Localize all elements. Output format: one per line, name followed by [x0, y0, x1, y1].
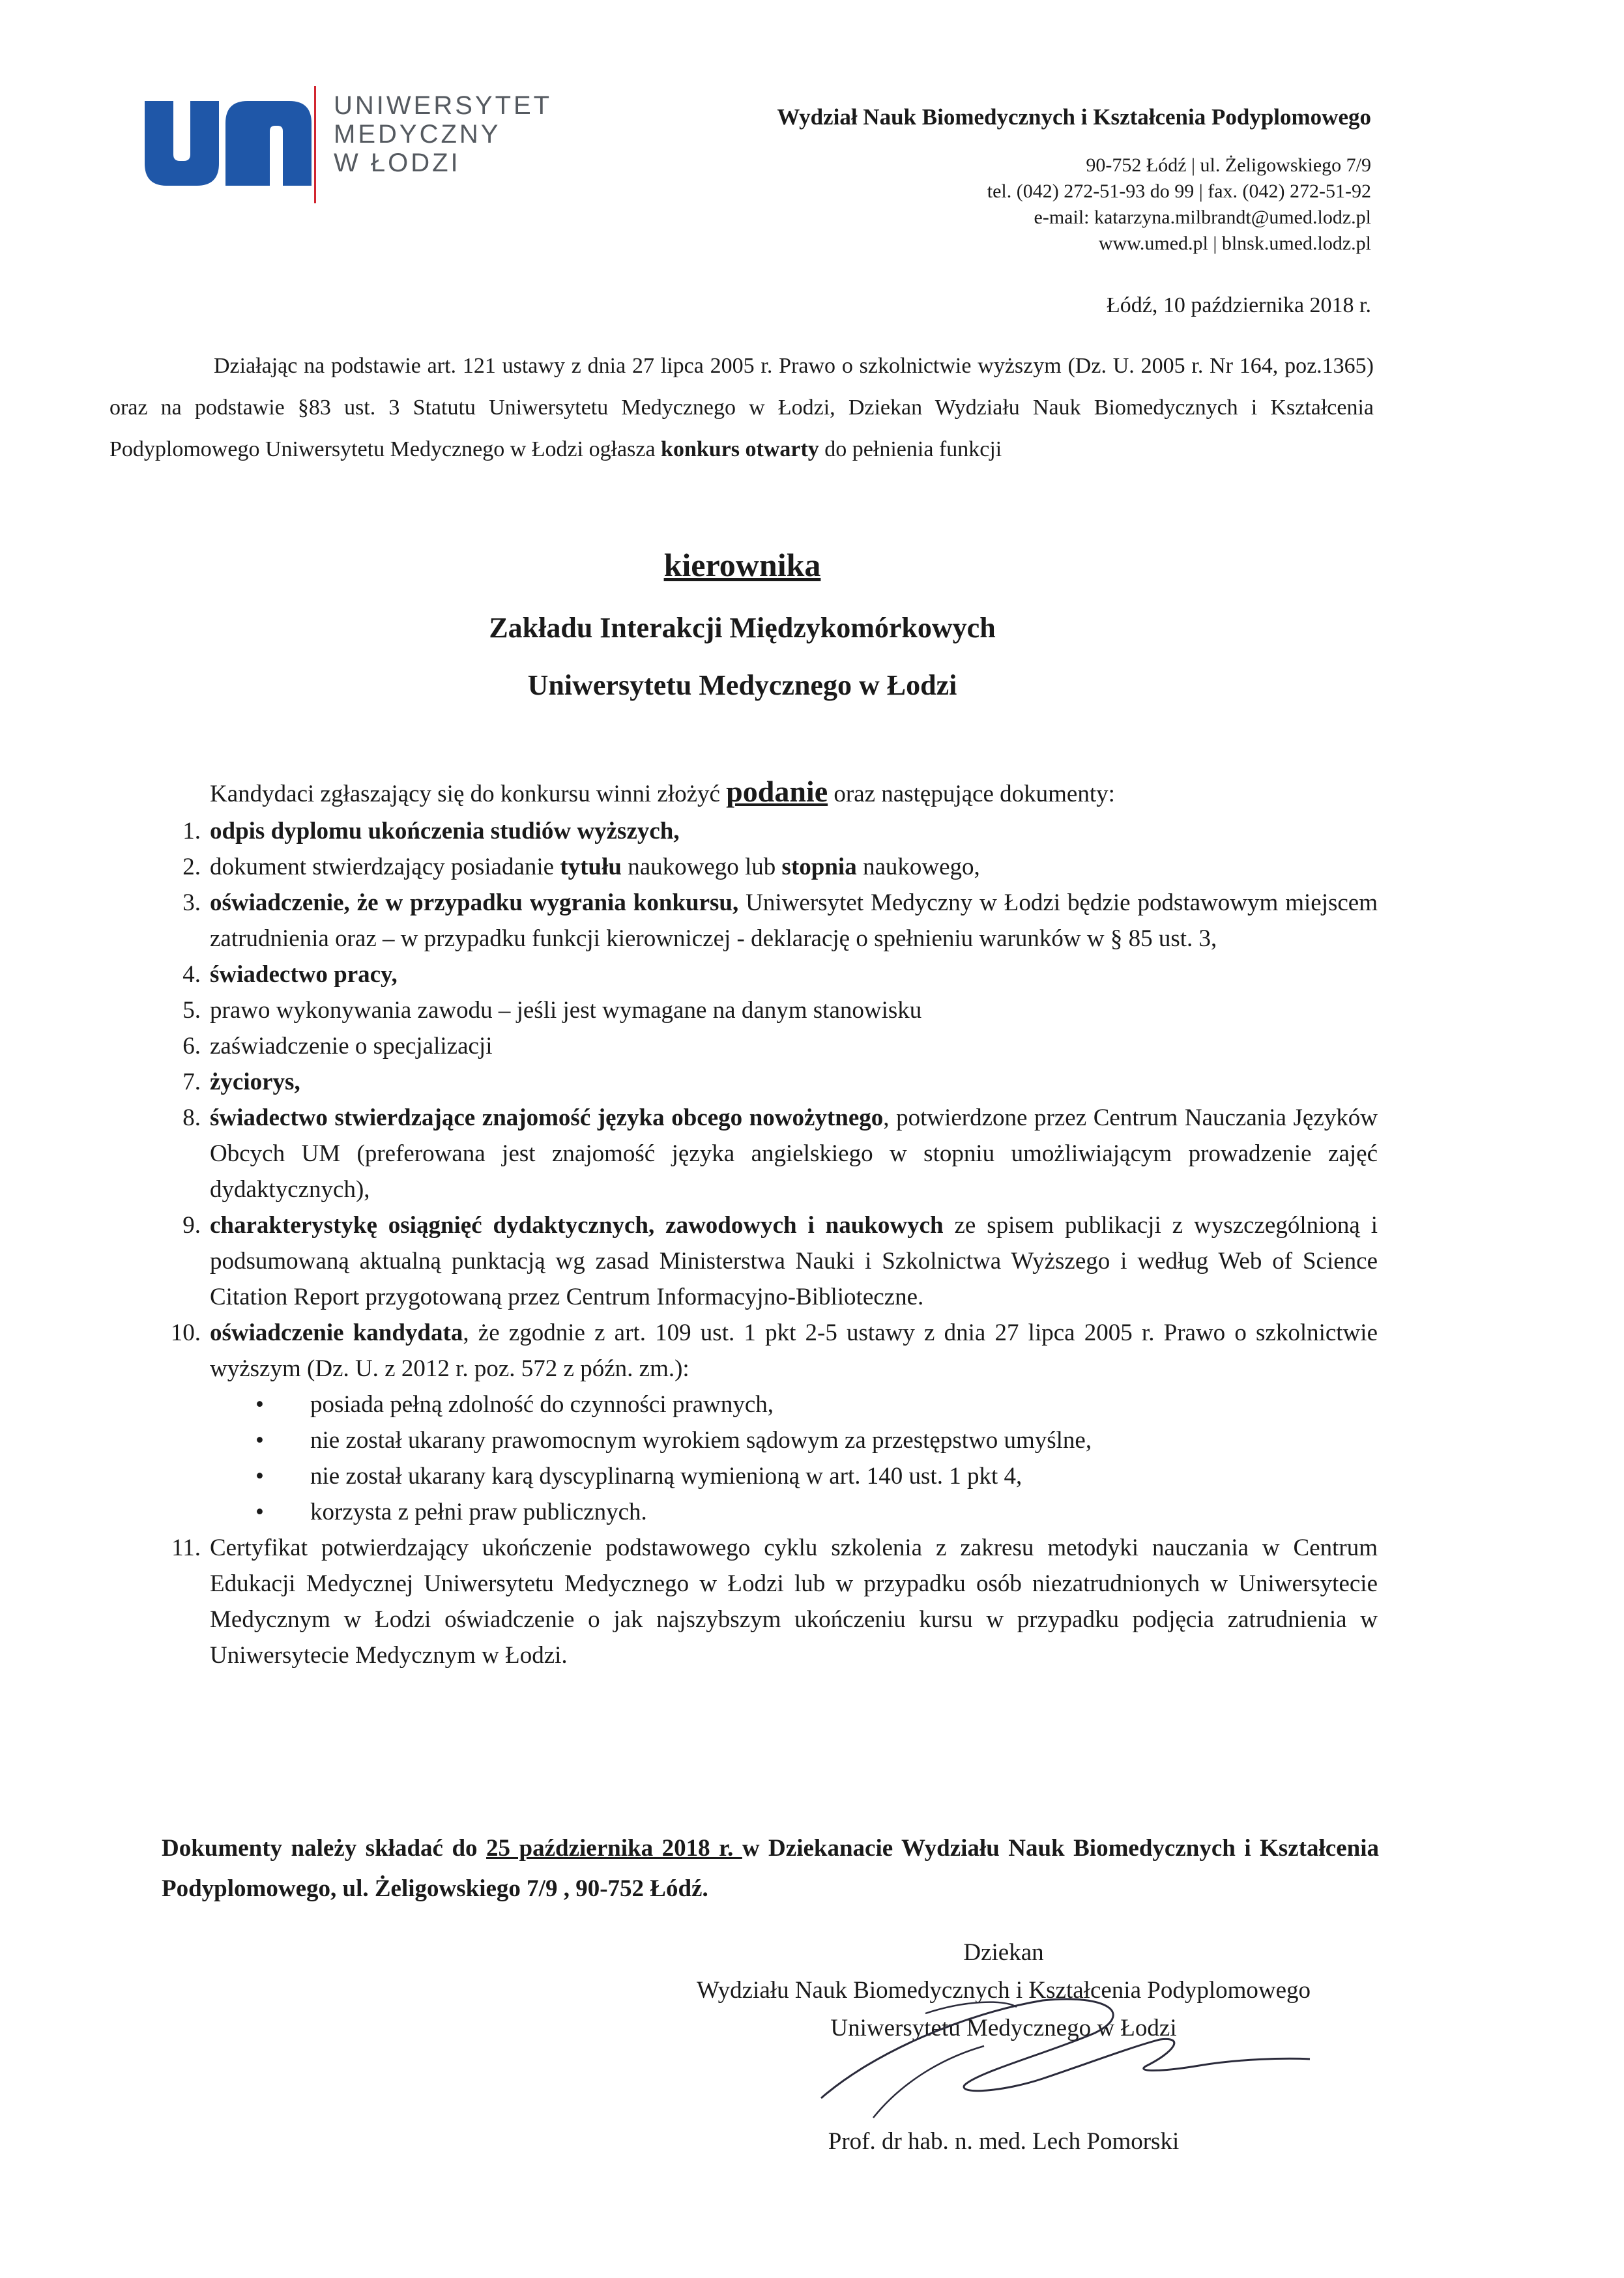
item-number: 7.: [182, 1069, 201, 1095]
item-text: , że zgodnie z art. 109 ust. 1 pkt 2-5 ustawy z dnia 27 lipca 2005 r. Prawo o szkolnictwie wyższym (Dz. U. z 2012 r. poz. 572 z późn. zm.):: [210, 1319, 1378, 1382]
signature-title: Dziekan: [963, 1939, 1044, 1966]
item-bold: świadectwo stwierdzające znajomość języka obcego nowożytnego: [210, 1104, 884, 1131]
item-text: Uniwersytet Medyczny w Łodzi będzie podstawowym miejscem zatrudnienia oraz – w przypadku funkcji kierowniczej - deklarację o spełnieniu warunków w § 85 ust. 3,: [210, 889, 1378, 952]
documents-list: [155, 813, 1378, 1673]
item-number: 4.: [182, 961, 201, 988]
item-number: 11.: [171, 1535, 201, 1561]
bullet-item: [210, 1458, 1378, 1494]
phone: tel. (042) 272-51-93 do 99 | fax. (042) 272-51-92: [987, 180, 1371, 202]
logo-separator: [314, 86, 316, 203]
item-number: 2.: [182, 854, 201, 880]
handwritten-signature: [769, 1974, 1316, 2144]
bullet-text: nie został ukarany karą dyscyplinarną wymienioną w art. 140 ust. 1 pkt 4,: [310, 1463, 1022, 1490]
document-date: Łódź, 10 października 2018 r.: [1107, 293, 1371, 317]
item-number: 1.: [182, 818, 201, 844]
website: www.umed.pl | blnsk.umed.lodz.pl: [1098, 233, 1371, 254]
item-text: naukowego,: [856, 854, 980, 880]
item-bold: odpis dyplomu ukończenia studiów wyższych,: [210, 818, 680, 844]
item-text: zaświadczenie o specjalizacji: [210, 1033, 493, 1060]
logo-line-1: UNIWERSYTET: [334, 91, 553, 120]
bullet-text: posiada pełną zdolność do czynności prawnych,: [310, 1391, 774, 1418]
item-bold: oświadczenie, że w przypadku wygrania konkursu,: [210, 889, 739, 916]
bullet-text: korzysta z pełni praw publicznych.: [310, 1499, 647, 1525]
list-item: [155, 813, 1378, 849]
item-text: , potwierdzone przez Centrum Nauczania Języków Obcych UM (preferowana jest znajomość języka angielskiego w stopniu umożliwiającym prowadzenie zajęć dydaktycznych),: [210, 1104, 1378, 1203]
list-item: [155, 885, 1378, 957]
item-bold: charakterystykę osiągnięć dydaktycznych, zawodowych i naukowych: [210, 1212, 944, 1239]
university-logo-mark: [145, 101, 312, 186]
list-item: [155, 849, 1378, 885]
list-item: [155, 992, 1378, 1028]
list-item: [155, 1100, 1378, 1207]
item-number: 6.: [182, 1033, 201, 1060]
item-bold: oświadczenie kandydata: [210, 1319, 463, 1346]
list-item: [155, 957, 1378, 992]
item-text: dokument stwierdzający posiadanie: [210, 854, 560, 880]
deadline-date: 25 października 2018 r.: [486, 1835, 742, 1862]
signature-university: Uniwersytetu Medycznego w Łodzi: [830, 2015, 1177, 2041]
list-item: [155, 1207, 1378, 1315]
item-number: 10.: [170, 1319, 201, 1346]
list-item: [155, 1530, 1378, 1673]
candidates-text-end: oraz następujące dokumenty:: [828, 781, 1115, 807]
candidates-bold: podanie: [726, 775, 828, 808]
item-bold: tytułu: [560, 854, 622, 880]
position-heading: kierownika: [663, 547, 821, 583]
bullet-item: [210, 1494, 1378, 1530]
item-text: ze spisem publikacji z wyszczególnioną i podsumowaną aktualną punktacją wg zasad Ministerstwa Nauki i Szkolnictwa Wyższego i według Web of Science Citation Report przygotowaną przez Centrum Informacyjno-Biblioteczne.: [210, 1212, 1378, 1310]
bullet-item: [210, 1387, 1378, 1422]
deadline-paragraph: [162, 1828, 1379, 1909]
intro-text-end: do pełnienia funkcji: [819, 437, 1002, 461]
university-logo-text: [334, 91, 552, 177]
candidates-text: Kandydaci zgłaszający się do konkursu winni złożyć: [210, 781, 727, 807]
email: e-mail: katarzyna.milbrandt@umed.lodz.pl: [1034, 207, 1371, 228]
candidates-intro: [210, 774, 1115, 809]
item-number: 5.: [182, 997, 201, 1024]
intro-text: Działając na podstawie art. 121 ustawy z dnia 27 lipca 2005 r. Prawo o szkolnictwie wyższym (Dz. U. 2005 r. Nr 164, poz.1365) oraz na podstawie §83 ust. 3 Statutu Uniwersytetu Medycznego w Łodzi, Dziekan Wydziału Nauk Biomedycznych i Kształcenia Podyplomowego Uniwersytetu Medycznego w Łodzi ogłasza: [109, 354, 1374, 461]
university-heading: Uniwersytetu Medycznego w Łodzi: [527, 669, 957, 701]
faculty-name: Wydział Nauk Biomedycznych i Kształcenia Podyplomowego: [777, 104, 1371, 130]
item-bold: stopnia: [781, 854, 857, 880]
item-bold: życiorys,: [210, 1069, 300, 1095]
bullet-icon: •: [255, 1391, 264, 1418]
item-number: 3.: [182, 889, 201, 916]
list-item: [155, 1028, 1378, 1064]
unit-heading: Zakładu Interakcji Międzykomórkowych: [489, 612, 996, 644]
signature-faculty: Wydziału Nauk Biomedycznych i Kształcenia Podyplomowego: [696, 1977, 1311, 2004]
item-text: prawo wykonywania zawodu – jeśli jest wymagane na danym stanowisku: [210, 997, 922, 1024]
item-text: naukowego lub: [621, 854, 782, 880]
logo-line-3: W ŁODZI: [334, 149, 461, 177]
bullet-text: nie został ukarany prawomocnym wyrokiem sądowym za przestępstwo umyślne,: [310, 1427, 1092, 1454]
declaration-bullets: [210, 1387, 1378, 1530]
logo-line-2: MEDYCZNY: [334, 120, 501, 149]
deadline-text-end: w Dziekanacie Wydziału Nauk Biomedycznych i Kształcenia Podyplomowego, ul. Żeligowskiego 7/9 , 90-752 Łódź.: [162, 1835, 1379, 1902]
list-item: [155, 1064, 1378, 1100]
item-number: 9.: [182, 1212, 201, 1239]
bullet-item: [210, 1422, 1378, 1458]
contact-block: [987, 152, 1371, 257]
deadline-text: Dokumenty należy składać do: [162, 1835, 487, 1862]
bullet-icon: •: [255, 1427, 264, 1454]
bullet-icon: •: [255, 1499, 264, 1525]
intro-paragraph: [109, 345, 1374, 470]
item-text: Certyfikat potwierdzający ukończenie podstawowego cyklu szkolenia z zakresu metodyki nauczania w Centrum Edukacji Medycznej Uniwersytetu Medycznego w Łodzi lub w przypadku osób niezatrudnionych w Uniwersytecie Medycznym w Łodzi oświadczenie o jak najszybszym ukończeniu kursu w przypadku podjęcia zatrudnienia w Uniwersytecie Medycznym w Łodzi.: [210, 1535, 1378, 1669]
item-number: 8.: [182, 1104, 201, 1131]
bullet-icon: •: [255, 1463, 264, 1490]
signatory-name: Prof. dr hab. n. med. Lech Pomorski: [828, 2128, 1180, 2155]
intro-bold: konkurs otwarty: [661, 437, 819, 461]
list-item: [155, 1315, 1378, 1530]
item-bold: świadectwo pracy,: [210, 961, 398, 988]
address: 90-752 Łódź | ul. Żeligowskiego 7/9: [1086, 154, 1371, 176]
